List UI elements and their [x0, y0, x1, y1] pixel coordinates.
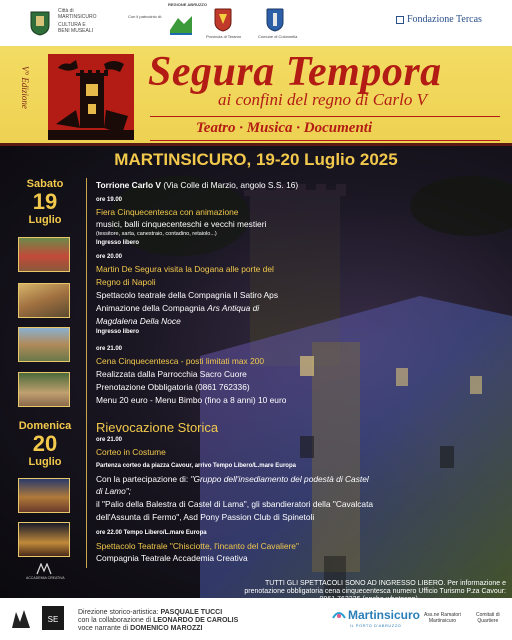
thumb-parade-image — [18, 478, 70, 513]
event-headline: MARTINSICURO, 19-20 Luglio 2025 — [114, 150, 398, 169]
foundation-name: Fondazione Tercas — [407, 14, 482, 25]
accademia-label: ACCADEMIA CREATIVA — [26, 576, 65, 580]
notice-line-1: TUTTI GLI SPETTACOLI SONO AD INGRESSO LIBERO. Per informazione e — [264, 580, 506, 587]
foundation-mark-icon — [396, 16, 404, 24]
tagline-rule-bottom — [150, 140, 500, 141]
festival-subtitle: ai confini del regno di Carlo V — [218, 90, 428, 109]
svg-text:SE: SE — [47, 615, 59, 624]
event3-line1: Realizzata dalla Parrocchia Sacro Cuore — [96, 369, 247, 379]
event2-line2-a: Animazione della Compagnia — [96, 303, 208, 313]
collaboration-credit — [78, 617, 238, 625]
brand-name: Martinsicuro — [348, 608, 421, 622]
thumb-dinner-image — [18, 372, 70, 407]
participation-group: "Gruppo dell'insediamento del podestà di Castel — [190, 474, 369, 484]
festival-title: Segura Tempora — [148, 49, 442, 95]
event2-line3: Magdalena Della Noce — [96, 316, 181, 326]
direction-credit — [78, 609, 222, 617]
saturday-divider — [86, 178, 87, 420]
city-label — [58, 8, 97, 34]
sunday-time1: ore 21.00 — [96, 437, 123, 443]
event2-line2 — [96, 303, 259, 313]
partner-logo-icon — [40, 604, 66, 634]
city-line-4: BENI MUSEALI — [58, 28, 94, 34]
saturday-date — [8, 178, 82, 226]
sunday-time2: ore 22.00 Tempo Libero/L.mare Europa — [96, 530, 207, 536]
event3-time: ore 21.00 — [96, 346, 123, 352]
event3-title: Cena Cinquecentesca - posti limitati max 200 — [96, 356, 265, 366]
accademia-creativa-logo-icon — [36, 563, 52, 575]
narrator-name: DOMENICO MAROZZI — [130, 625, 203, 632]
association-line-1: Ass.ne Ramatori — [424, 612, 461, 618]
thumb-theatre-image — [18, 522, 70, 557]
sponsor-header — [0, 0, 512, 46]
event3-line2: Prenotazione Obbligatoria (0861 762336) — [96, 382, 250, 392]
region-name: REGIONE — [168, 2, 187, 7]
region-name-2: ABRUZZO — [187, 2, 207, 7]
committee-label — [476, 612, 500, 624]
sunday-divider — [86, 420, 87, 568]
thumb-fair-image — [18, 283, 70, 318]
sunday-participation-2: di Lamo"; — [96, 486, 132, 496]
festival-logo — [48, 54, 134, 140]
event1-line1: musici, balli cinquecenteschi e vecchi mestieri — [96, 219, 267, 229]
tower-emblem-icon — [48, 54, 134, 140]
sunday-participation-3: il "Palio della Balestra di Castel di Lama", gli sbandieratori della "Cavalcata — [96, 499, 374, 509]
region-label — [168, 2, 207, 8]
sunday-title1: Corteo in Costume — [96, 447, 166, 457]
event1-title: Fiera Cinquecentesca con animazione — [96, 207, 239, 217]
saturday-day-name: Sabato — [26, 178, 64, 190]
event2-title-line1: Martin De Segura visita la Dogana alle porte del — [96, 264, 274, 274]
participation-label: Con la partecipazione di: — [96, 474, 191, 484]
committee-line-1: Comitati di — [476, 612, 500, 618]
sunday-participation-4: dell'Assunta di Fermo", Asd Pony Passion Club di Spinetoli — [96, 512, 315, 522]
committee-line-2: Quartiere — [477, 618, 499, 624]
thumb-dancers-image — [18, 237, 70, 272]
patronage-label: Con il patrocinio di: — [128, 14, 163, 19]
event2-line2-b: Ars Antiqua di — [207, 303, 260, 313]
event2-title-line2: Regno di Napoli — [96, 277, 156, 287]
director-name: PASQUALE TUCCI — [160, 609, 223, 616]
tagline-rule-top — [150, 116, 500, 117]
provincia-teramo-crest-icon — [214, 8, 232, 32]
sunday-day-name: Domenica — [18, 420, 72, 432]
event1-line2: (tessitore, sarta, canestraio, contadino, retaiolo...) — [96, 231, 217, 237]
city-line-3: CULTURA E — [58, 22, 86, 28]
province-label: Provincia di Teramo — [206, 34, 242, 39]
sunday-section-title: Rievocazione Storica — [96, 420, 219, 435]
event2-entry: Ingresso libero — [96, 329, 140, 335]
colonnella-crest-icon — [266, 8, 284, 32]
saturday-month: Luglio — [28, 214, 62, 226]
event1-entry: Ingresso libero — [96, 240, 140, 246]
sunday-date — [8, 420, 82, 468]
event3-line3: Menu 20 euro - Menu Bimbo (fino a 8 anni) 10 euro — [96, 395, 287, 405]
event2-time: ore 20.00 — [96, 254, 123, 260]
venue-name: Torrione Carlo V — [96, 180, 161, 190]
city-line-1: Città di — [58, 8, 74, 14]
sunday-month: Luglio — [28, 456, 62, 468]
association-label — [424, 612, 461, 624]
martinsicuro-brand-icon — [332, 608, 346, 622]
saturday-venue — [96, 180, 298, 190]
municipality-label: Comune di Colonnella — [258, 34, 298, 39]
collaborator-name: LEONARDO DE CAROLIS — [153, 617, 239, 624]
ars-antiqua-logo-icon — [8, 604, 34, 634]
foundation-logo — [396, 14, 482, 25]
direction-label: Direzione storico-artistica: — [78, 609, 161, 616]
event2-line1: Spettacolo teatrale della Compagnia Il Satiro Aps — [96, 290, 279, 300]
footer — [0, 598, 512, 640]
regione-abruzzo-logo-icon — [168, 8, 194, 40]
martinsicuro-crest-icon — [30, 10, 50, 36]
city-line-2: MARTINSICURO — [58, 14, 97, 20]
association-line-2: Martinsicuro — [428, 618, 457, 624]
venue-detail: (Via Colle di Marzio, angolo S.S. 16) — [161, 180, 299, 190]
sunday-participation-1 — [96, 474, 369, 484]
brand-subtitle: IL PORTO D'ABRUZZO — [350, 623, 402, 628]
sunday-day-number: 20 — [32, 431, 58, 456]
sunday-company: Compagnia Teatrale Accademia Creativa — [96, 553, 248, 563]
narrator-credit — [78, 625, 202, 633]
sunday-route: Partenza corteo da piazza Cavour, arrivo Tempo Libero/L.mare Europa — [96, 463, 296, 469]
sunday-title2: Spettacolo Teatrale "Chisciotte, l'incanto del Cavaliere" — [96, 541, 299, 551]
thumb-courtyard-image — [18, 327, 70, 362]
event1-time: ore 19.00 — [96, 197, 123, 203]
narrator-label: voce narrante di — [78, 625, 131, 632]
notice-line-2: prenotazione obbligatoria cena cinquecentesca numero Ufficio Turismo P.za Cavour: — [244, 588, 506, 595]
saturday-day-number: 19 — [32, 189, 58, 214]
edition-label: V° Edizione — [20, 66, 30, 109]
collaboration-label: con la collaborazione di — [78, 617, 154, 624]
festival-tagline: Teatro · Musica · Documenti — [196, 120, 373, 136]
